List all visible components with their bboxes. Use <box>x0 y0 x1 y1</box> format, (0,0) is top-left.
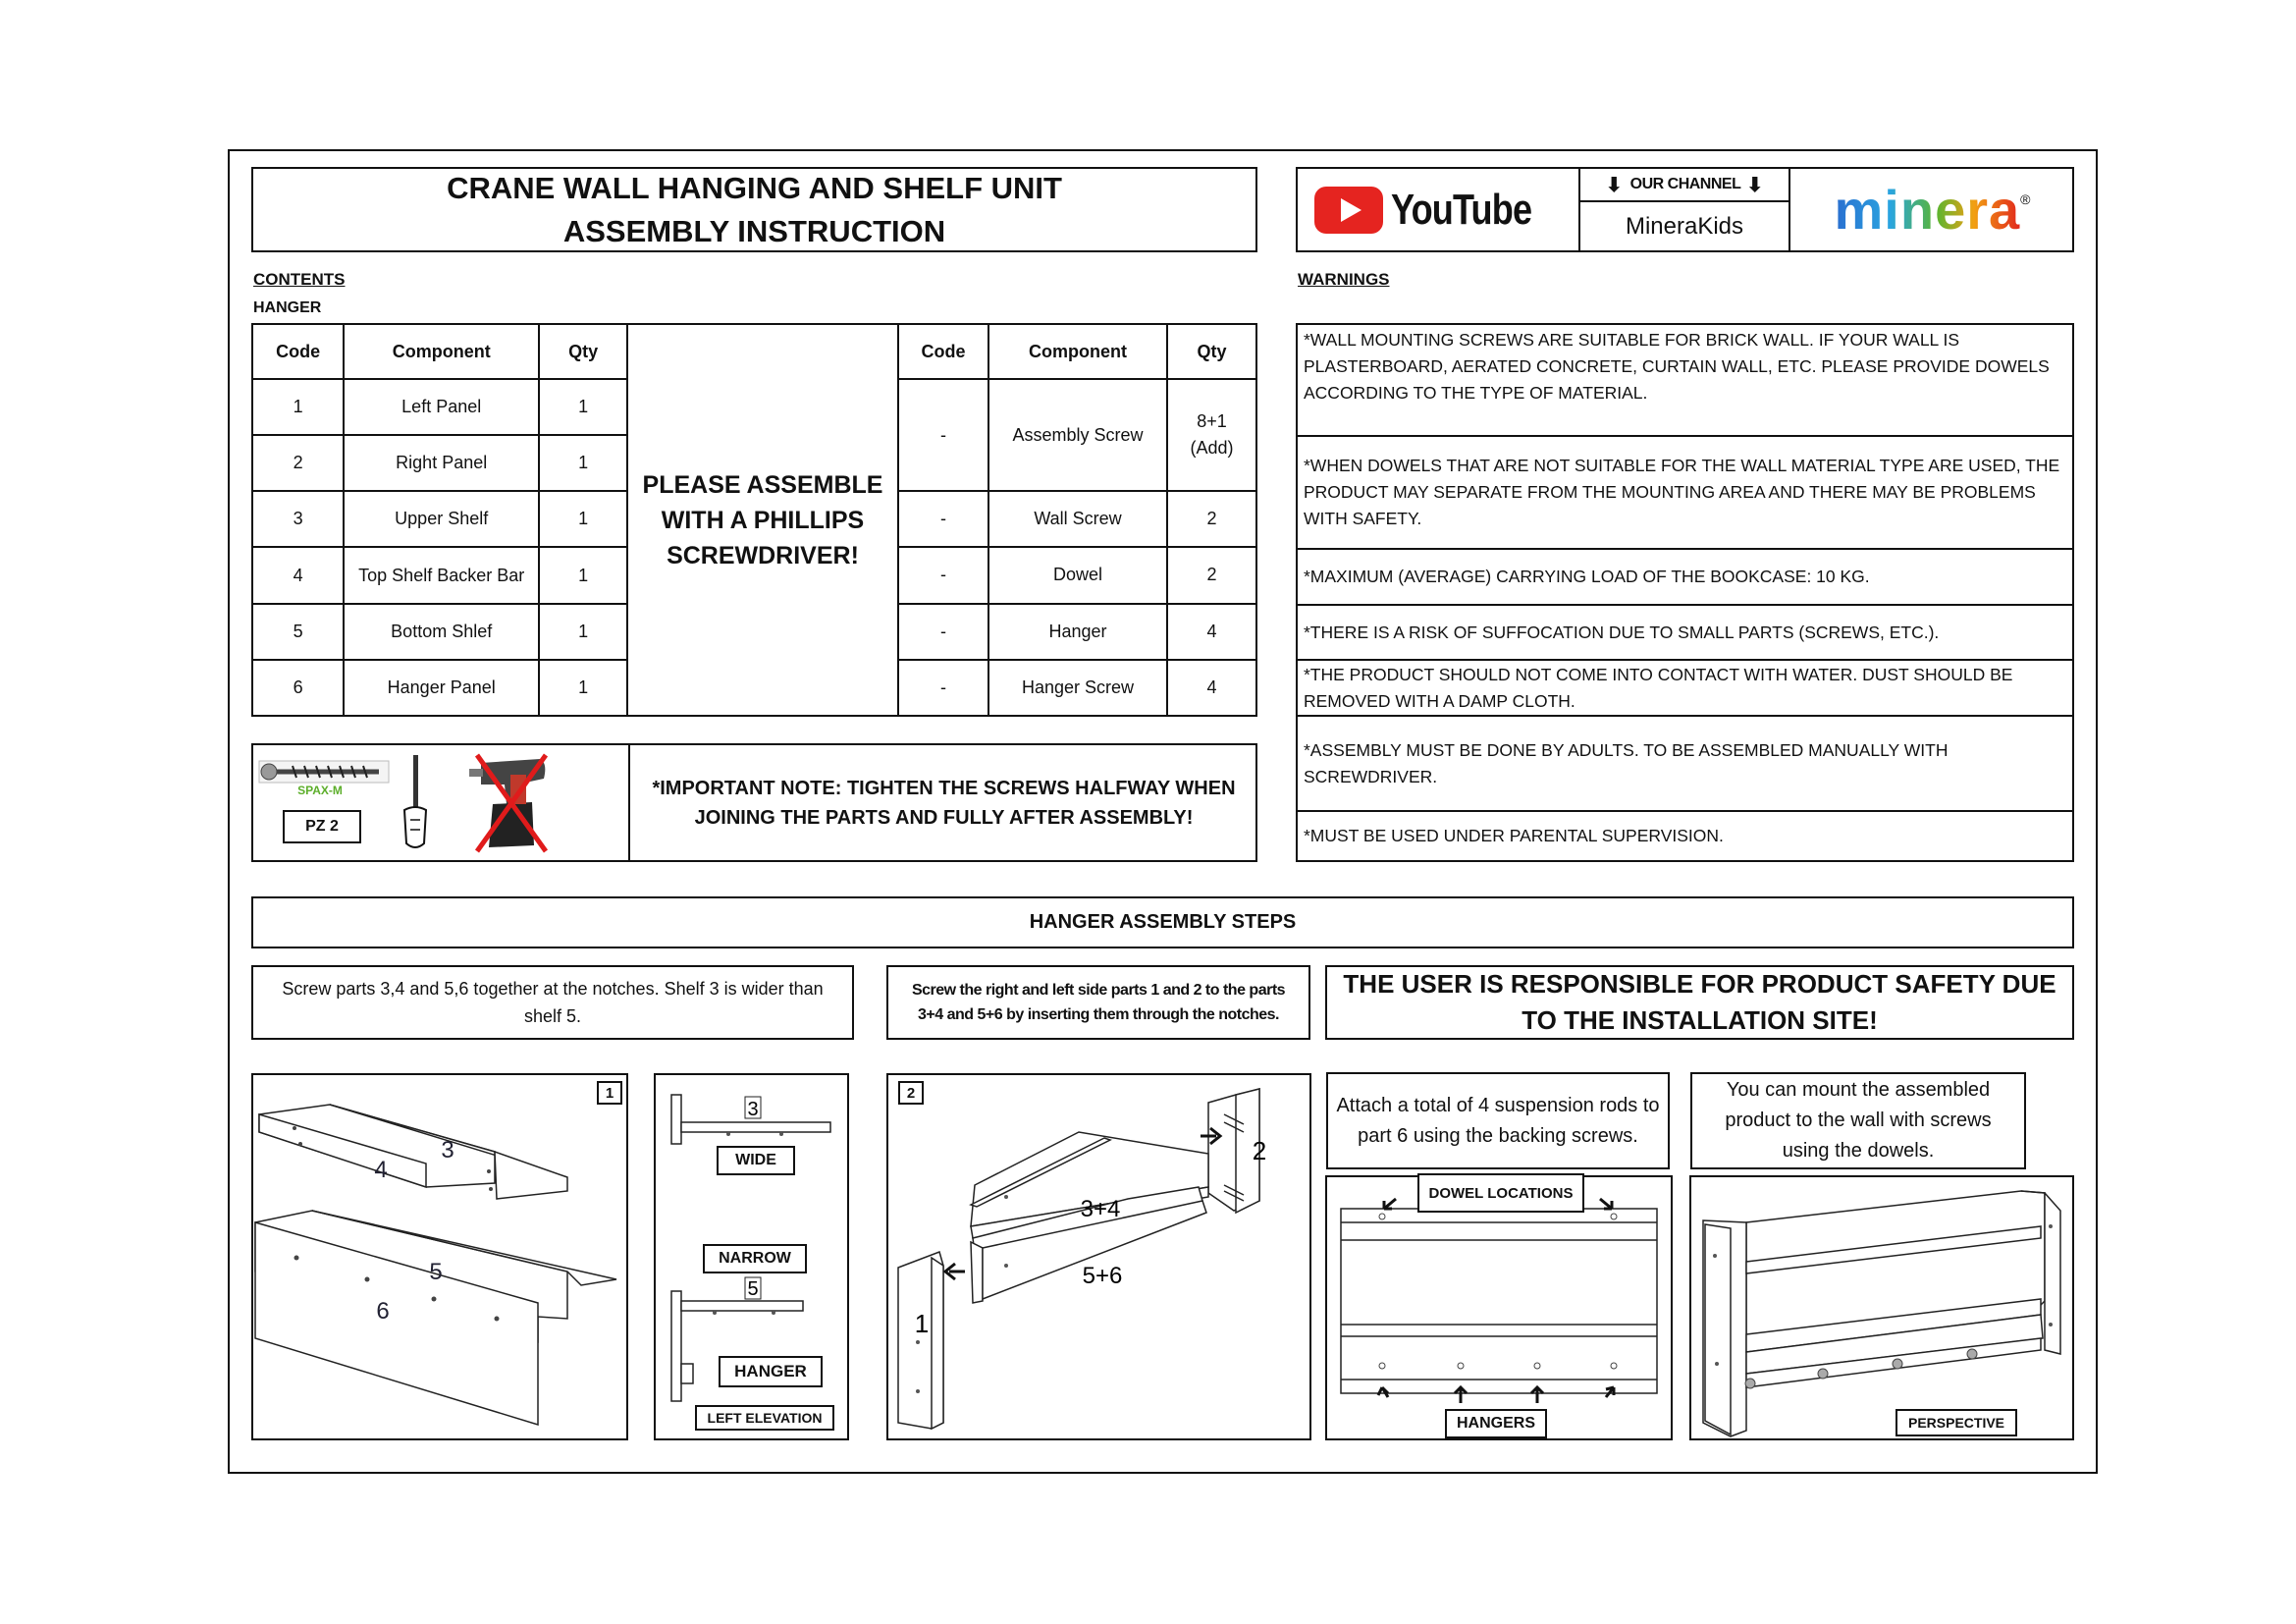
warning-item: *MAXIMUM (AVERAGE) CARRYING LOAD OF THE BOOKCASE: 10 KG. <box>1296 550 2074 606</box>
part-label-5: 5 <box>429 1259 443 1285</box>
hangers-label: HANGERS <box>1445 1409 1547 1438</box>
power-drill-crossed-icon <box>469 755 546 851</box>
left-elevation-label: LEFT ELEVATION <box>695 1405 834 1431</box>
front-view-drawing <box>1327 1177 1671 1438</box>
important-note: *IMPORTANT NOTE: TIGHTEN THE SCREWS HALFWAY WHEN JOINING THE PARTS AND FULLY AFTER ASSEMBLY! <box>652 777 1236 829</box>
perspective-drawing <box>1691 1177 2072 1438</box>
title-line-1: CRANE WALL HANGING AND SHELF UNIT <box>447 170 1062 205</box>
warning-item: *ASSEMBLY MUST BE DONE BY ADULTS. TO BE ASSEMBLED MANUALLY WITH SCREWDRIVER. <box>1296 717 2074 812</box>
youtube-play-icon <box>1314 187 1383 234</box>
title-box <box>251 167 1257 252</box>
side-assembly-drawing <box>888 1075 1309 1438</box>
front-view-diagram <box>1325 1175 1673 1440</box>
channel-label: OUR CHANNEL <box>1629 176 1741 192</box>
table-row: - Dowel 2 <box>898 547 1256 603</box>
warnings-label: WARNINGS <box>1298 270 1390 289</box>
contents-table-right <box>897 323 1257 717</box>
warnings-left-border <box>1296 323 1298 862</box>
dowel-locations-label: DOWEL LOCATIONS <box>1417 1173 1584 1213</box>
shelf-parts-drawing <box>253 1075 626 1438</box>
step2-diagram <box>886 1073 1311 1440</box>
column-header: Code <box>898 324 988 379</box>
title-line-2: ASSEMBLY INSTRUCTION <box>562 213 946 248</box>
mount-text: You can mount the assembled product to the wall with screws using the dowels. <box>1690 1072 2026 1169</box>
table-row: - Assembly Screw 8+1 (Add) <box>898 379 1256 491</box>
table-row: 2 Right Panel 1 <box>252 435 627 491</box>
channel-box <box>1296 167 2074 252</box>
hanger-sublabel: HANGER <box>253 299 322 316</box>
wide-label: WIDE <box>717 1146 795 1175</box>
contents-table-left <box>251 323 628 717</box>
part-label-34: 3+4 <box>1080 1196 1121 1222</box>
phillips-note: PLEASE ASSEMBLE WITH A PHILLIPS SCREWDRIVER! <box>626 323 899 717</box>
table-row: 1 Left Panel 1 <box>252 379 627 435</box>
warning-item: *WHEN DOWELS THAT ARE NOT SUITABLE FOR THE WALL MATERIAL TYPE ARE USED, THE PRODUCT MAY SEPARATE FROM THE MOUNTING AREA AND THERE MAY BE PROBLEMS WITH SAFETY. <box>1296 437 2074 550</box>
step-number-2: 2 <box>898 1081 924 1105</box>
elevation-label-5: 5 <box>747 1278 759 1300</box>
channel-label-row <box>1580 169 1789 202</box>
registered-mark: ® <box>2020 190 2031 207</box>
column-header: Code <box>252 324 344 379</box>
screwdriver-icon <box>404 755 426 847</box>
warning-item: *THERE IS A RISK OF SUFFOCATION DUE TO SMALL PARTS (SCREWS, ETC.). <box>1296 606 2074 661</box>
column-header: Qty <box>1167 324 1256 379</box>
tools-illustration <box>253 745 630 860</box>
channel-name[interactable]: MineraKids <box>1625 212 1744 240</box>
part-label-2: 2 <box>1252 1136 1267 1165</box>
table-row: - Hanger 4 <box>898 604 1256 660</box>
step2-text: Screw the right and left side parts 1 and 2 to the parts 3+4 and 5+6 by inserting them through the notches. <box>886 965 1310 1040</box>
screw-brand: SPAX-M <box>297 784 343 797</box>
warning-item: *MUST BE USED UNDER PARENTAL SUPERVISION. <box>1296 812 2074 862</box>
part-label-4: 4 <box>374 1157 388 1183</box>
narrow-label: NARROW <box>703 1244 807 1273</box>
table-row: 6 Hanger Panel 1 <box>252 660 627 716</box>
screw-icon <box>259 761 389 783</box>
pz2-label: PZ 2 <box>283 810 361 843</box>
arrow-down-icon: ⬇ <box>1605 174 1623 196</box>
minera-wordmark: minera <box>1834 179 2021 241</box>
warning-item: *THE PRODUCT SHOULD NOT COME INTO CONTACT WITH WATER. DUST SHOULD BE REMOVED WITH A DAMP CLOTH. <box>1296 661 2074 717</box>
minera-logo <box>1792 169 2072 250</box>
part-label-6: 6 <box>376 1298 390 1325</box>
step-number-1: 1 <box>597 1081 622 1105</box>
attach-text: Attach a total of 4 suspension rods to part 6 using the backing screws. <box>1326 1072 1670 1169</box>
column-header: Component <box>344 324 539 379</box>
step1-text: Screw parts 3,4 and 5,6 together at the notches. Shelf 3 is wider than shelf 5. <box>251 965 854 1040</box>
tools-box <box>251 743 1257 862</box>
column-header: Qty <box>539 324 627 379</box>
step1-diagram <box>251 1073 628 1440</box>
table-row: 3 Upper Shelf 1 <box>252 491 627 547</box>
safety-text: THE USER IS RESPONSIBLE FOR PRODUCT SAFETY DUE TO THE INSTALLATION SITE! <box>1325 965 2074 1040</box>
arrow-down-icon: ⬇ <box>1746 174 1764 196</box>
warning-item: *WALL MOUNTING SCREWS ARE SUITABLE FOR BRICK WALL. IF YOUR WALL IS PLASTERBOARD, AERATED CONCRETE, CURTAIN WALL, ETC. PLEASE PROVIDE DOWELS ACCORDING TO THE TYPE OF MATERIAL. <box>1296 323 2074 437</box>
part-label-56: 5+6 <box>1082 1263 1123 1289</box>
column-header: Component <box>988 324 1167 379</box>
table-row: - Wall Screw 2 <box>898 491 1256 547</box>
perspective-label: PERSPECTIVE <box>1896 1409 2017 1436</box>
part-label-3: 3 <box>441 1137 454 1164</box>
left-elevation-diagram <box>654 1073 849 1440</box>
youtube-logo[interactable] <box>1298 169 1578 250</box>
table-row: 4 Top Shelf Backer Bar 1 <box>252 547 627 603</box>
hanger-label: HANGER <box>719 1356 823 1387</box>
part-label-1: 1 <box>914 1309 930 1338</box>
youtube-wordmark: YouTube <box>1390 185 1531 234</box>
channel-cell <box>1578 169 1790 250</box>
contents-label: CONTENTS <box>253 270 346 289</box>
perspective-diagram <box>1689 1175 2074 1440</box>
table-row: 5 Bottom Shlef 1 <box>252 604 627 660</box>
table-row: - Hanger Screw 4 <box>898 660 1256 716</box>
elevation-label-3: 3 <box>747 1099 759 1120</box>
steps-title: HANGER ASSEMBLY STEPS <box>251 896 2074 948</box>
